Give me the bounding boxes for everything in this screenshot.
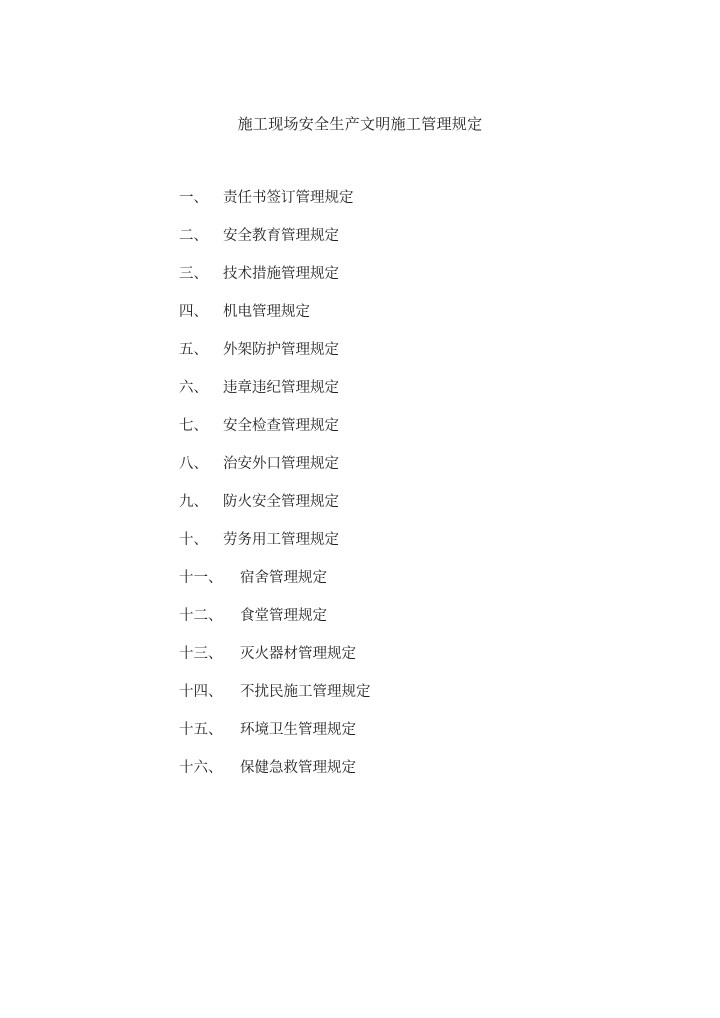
list-item — [179, 682, 371, 720]
item-label: 不扰民施工管理规定 — [240, 684, 371, 700]
item-number: 八、 — [179, 456, 208, 472]
item-label: 机电管理规定 — [223, 304, 310, 320]
item-number: 十、 — [179, 532, 208, 548]
item-label: 责任书签订管理规定 — [223, 190, 354, 206]
list-item — [179, 568, 371, 606]
list-item — [179, 188, 371, 226]
item-label: 治安外口管理规定 — [223, 456, 339, 472]
list-item — [179, 378, 371, 416]
item-label: 外架防护管理规定 — [223, 342, 339, 358]
item-label: 环境卫生管理规定 — [240, 722, 356, 738]
list-item — [179, 492, 371, 530]
item-label: 安全检查管理规定 — [223, 418, 339, 434]
item-label: 违章违纪管理规定 — [223, 380, 339, 396]
list-item — [179, 454, 371, 492]
item-number: 六、 — [179, 380, 208, 396]
item-number: 七、 — [179, 418, 208, 434]
item-label: 技术措施管理规定 — [223, 266, 339, 282]
list-item — [179, 416, 371, 454]
item-label: 宿舍管理规定 — [240, 570, 327, 586]
item-label: 灭火器材管理规定 — [240, 646, 356, 662]
item-number: 十六、 — [179, 760, 223, 776]
list-item — [179, 302, 371, 340]
item-number: 九、 — [179, 494, 208, 510]
list-item — [179, 530, 371, 568]
document-title: 施工现场安全生产文明施工管理规定 — [237, 115, 483, 133]
item-label: 保健急救管理规定 — [240, 760, 356, 776]
item-number: 一、 — [179, 190, 208, 206]
list-item — [179, 606, 371, 644]
item-number: 十三、 — [179, 646, 223, 662]
list-item — [179, 340, 371, 378]
item-label: 安全教育管理规定 — [223, 228, 339, 244]
item-number: 十五、 — [179, 722, 223, 738]
item-number: 五、 — [179, 342, 208, 358]
item-number: 十二、 — [179, 608, 223, 624]
item-number: 十一、 — [179, 570, 223, 586]
list-item — [179, 720, 371, 758]
item-number: 十四、 — [179, 684, 223, 700]
list-item — [179, 226, 371, 264]
item-number: 二、 — [179, 228, 208, 244]
item-label: 食堂管理规定 — [240, 608, 327, 624]
list-item — [179, 758, 371, 796]
item-number: 三、 — [179, 266, 208, 282]
item-label: 防火安全管理规定 — [223, 494, 339, 510]
list-item — [179, 264, 371, 302]
table-of-contents — [179, 188, 371, 796]
list-item — [179, 644, 371, 682]
item-number: 四、 — [179, 304, 208, 320]
item-label: 劳务用工管理规定 — [223, 532, 339, 548]
